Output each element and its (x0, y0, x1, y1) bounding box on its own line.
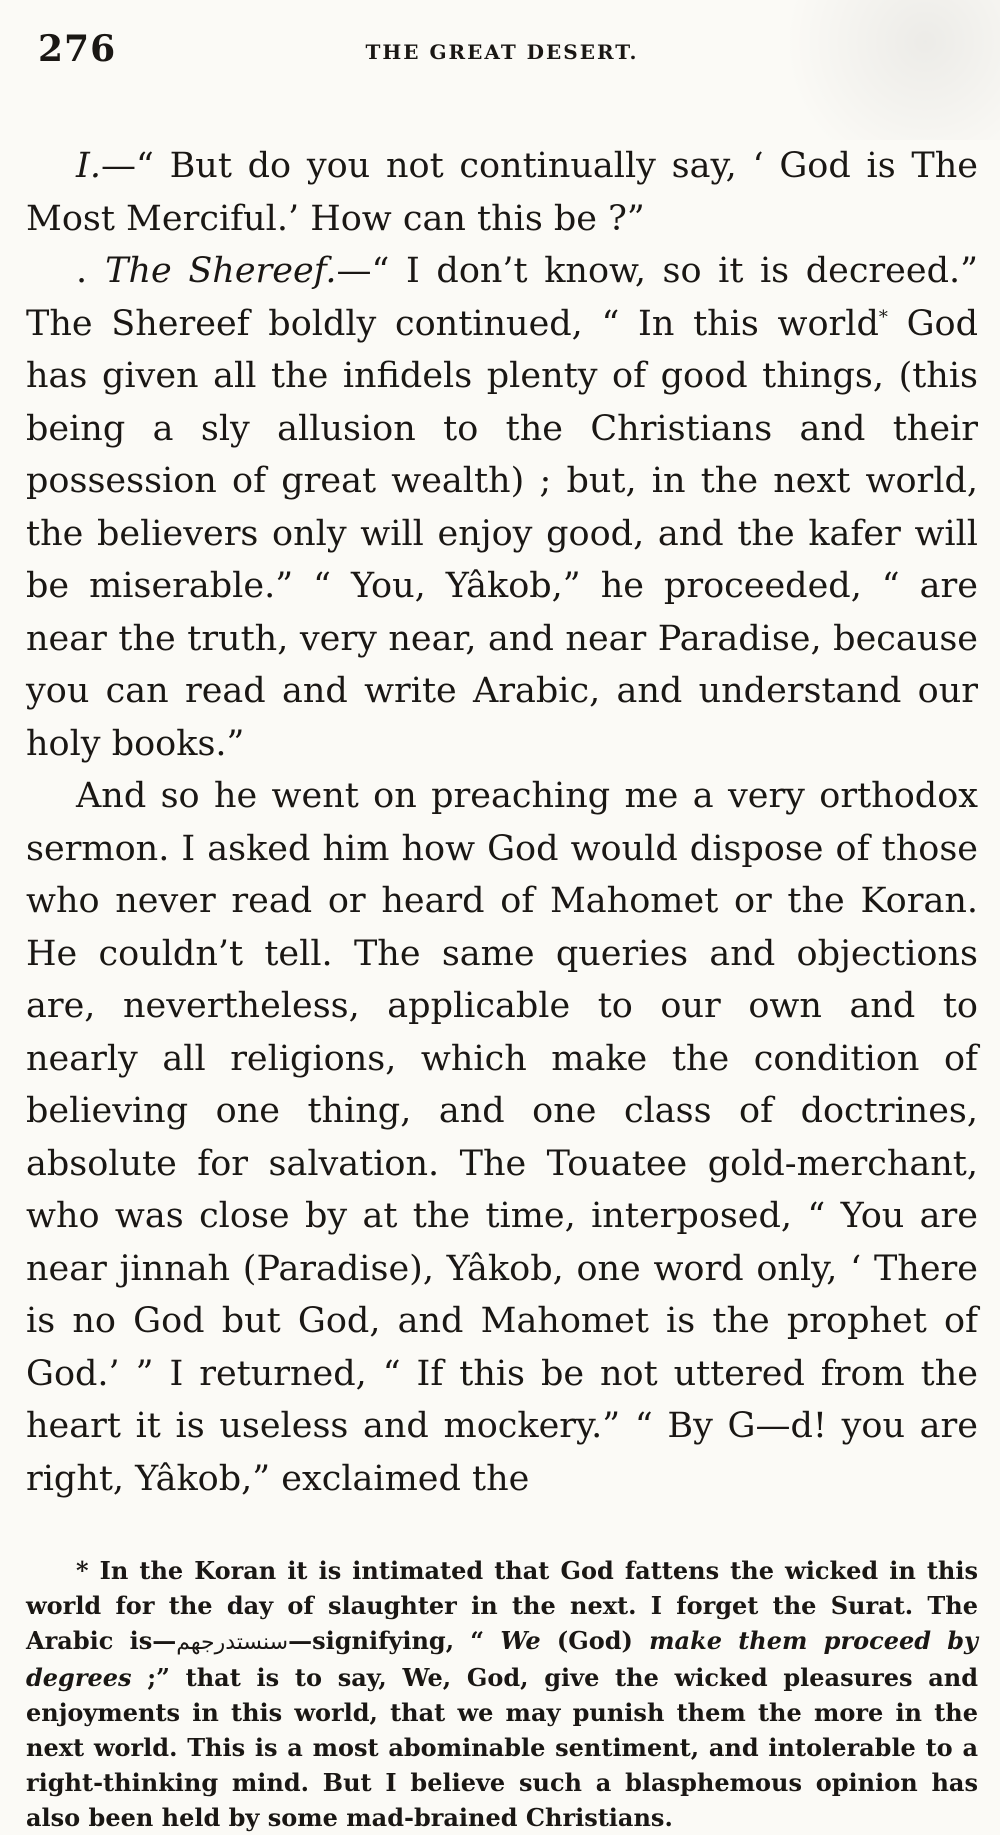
page-number: 276 (38, 28, 117, 70)
footnote-text: (God) (540, 1626, 650, 1655)
speaker-label: I. (76, 146, 101, 186)
footnote-text: ;” that is to say, We, God, give the wicked pleasures and enjoyments in this world, that we may punish them the more in the next world. This is a most abominable sentiment, and intolerable to a right-thinking mind. But I believe such a blasphemous opinion has also been held by some mad-brained Christians. (26, 1663, 978, 1832)
footnote-paragraph (26, 1553, 978, 1835)
footnote-italic: We (500, 1626, 541, 1655)
running-title: THE GREAT DESERT. (365, 40, 639, 64)
footnote-text: —signifying, “ (288, 1626, 501, 1655)
stray-mark: . (76, 251, 88, 291)
paragraph-2 (26, 245, 978, 770)
footnote (26, 1553, 978, 1835)
speaker-label: The Shereef. (105, 251, 337, 291)
footnote-reference: * (878, 306, 888, 328)
paragraph-text-continued: God has given all the infidels plenty of good things, (this being a sly allusion to the Christians and their possession of great wealth) ; but, in the next world, the believers only will enjoy good, and the kafer will be miserable.” “ You, Yâkob,” he proceeded, “ are near the truth, very near, and near Paradise, because you can read and write Arabic, and understand our holy books.” (26, 303, 979, 764)
arabic-phrase: سنستدرجهم (176, 1630, 289, 1655)
paragraph-text: —“ I don’t know, so it is decreed.” The Shereef boldly continued, “ In this world (26, 251, 978, 344)
paragraph-text: And so he went on preaching me a very orthodox sermon. I asked him how God would dispose of those who never read or heard of Mahomet or the Koran. He couldn’t tell. The same queries and objections are, nevertheless, applicable to our own and to nearly all religions, which make the condition of believing one thing, and one class of doctrines, absolute for salvation. The Touatee gold-merchant, who was close by at the time, interposed, “ You are near jinnah (Paradise), Yâkob, one word only, ‘ There is no God but God, and Mahomet is the prophet of God.’ ” I returned, “ If this be not uttered from the heart it is useless and mockery.” “ By G—d! you are right, Yâkob,” exclaimed the (26, 776, 978, 1499)
footnote-italic: make them proceed by degrees (26, 1626, 979, 1692)
body-text (26, 140, 978, 1505)
footnote-text: In the Koran it is intimated that God fattens the wicked in this world for the day of slaughter in the next. I forget the Surat. The Arabic is— (26, 1556, 978, 1655)
paragraph-3 (26, 770, 978, 1505)
running-head (26, 28, 978, 78)
paragraph-text: —“ But do you not continually say, ‘ God is The Most Merciful.’ How can this be ?” (26, 146, 978, 239)
paragraph-1 (26, 140, 978, 245)
footnote-mark: * (76, 1556, 89, 1585)
